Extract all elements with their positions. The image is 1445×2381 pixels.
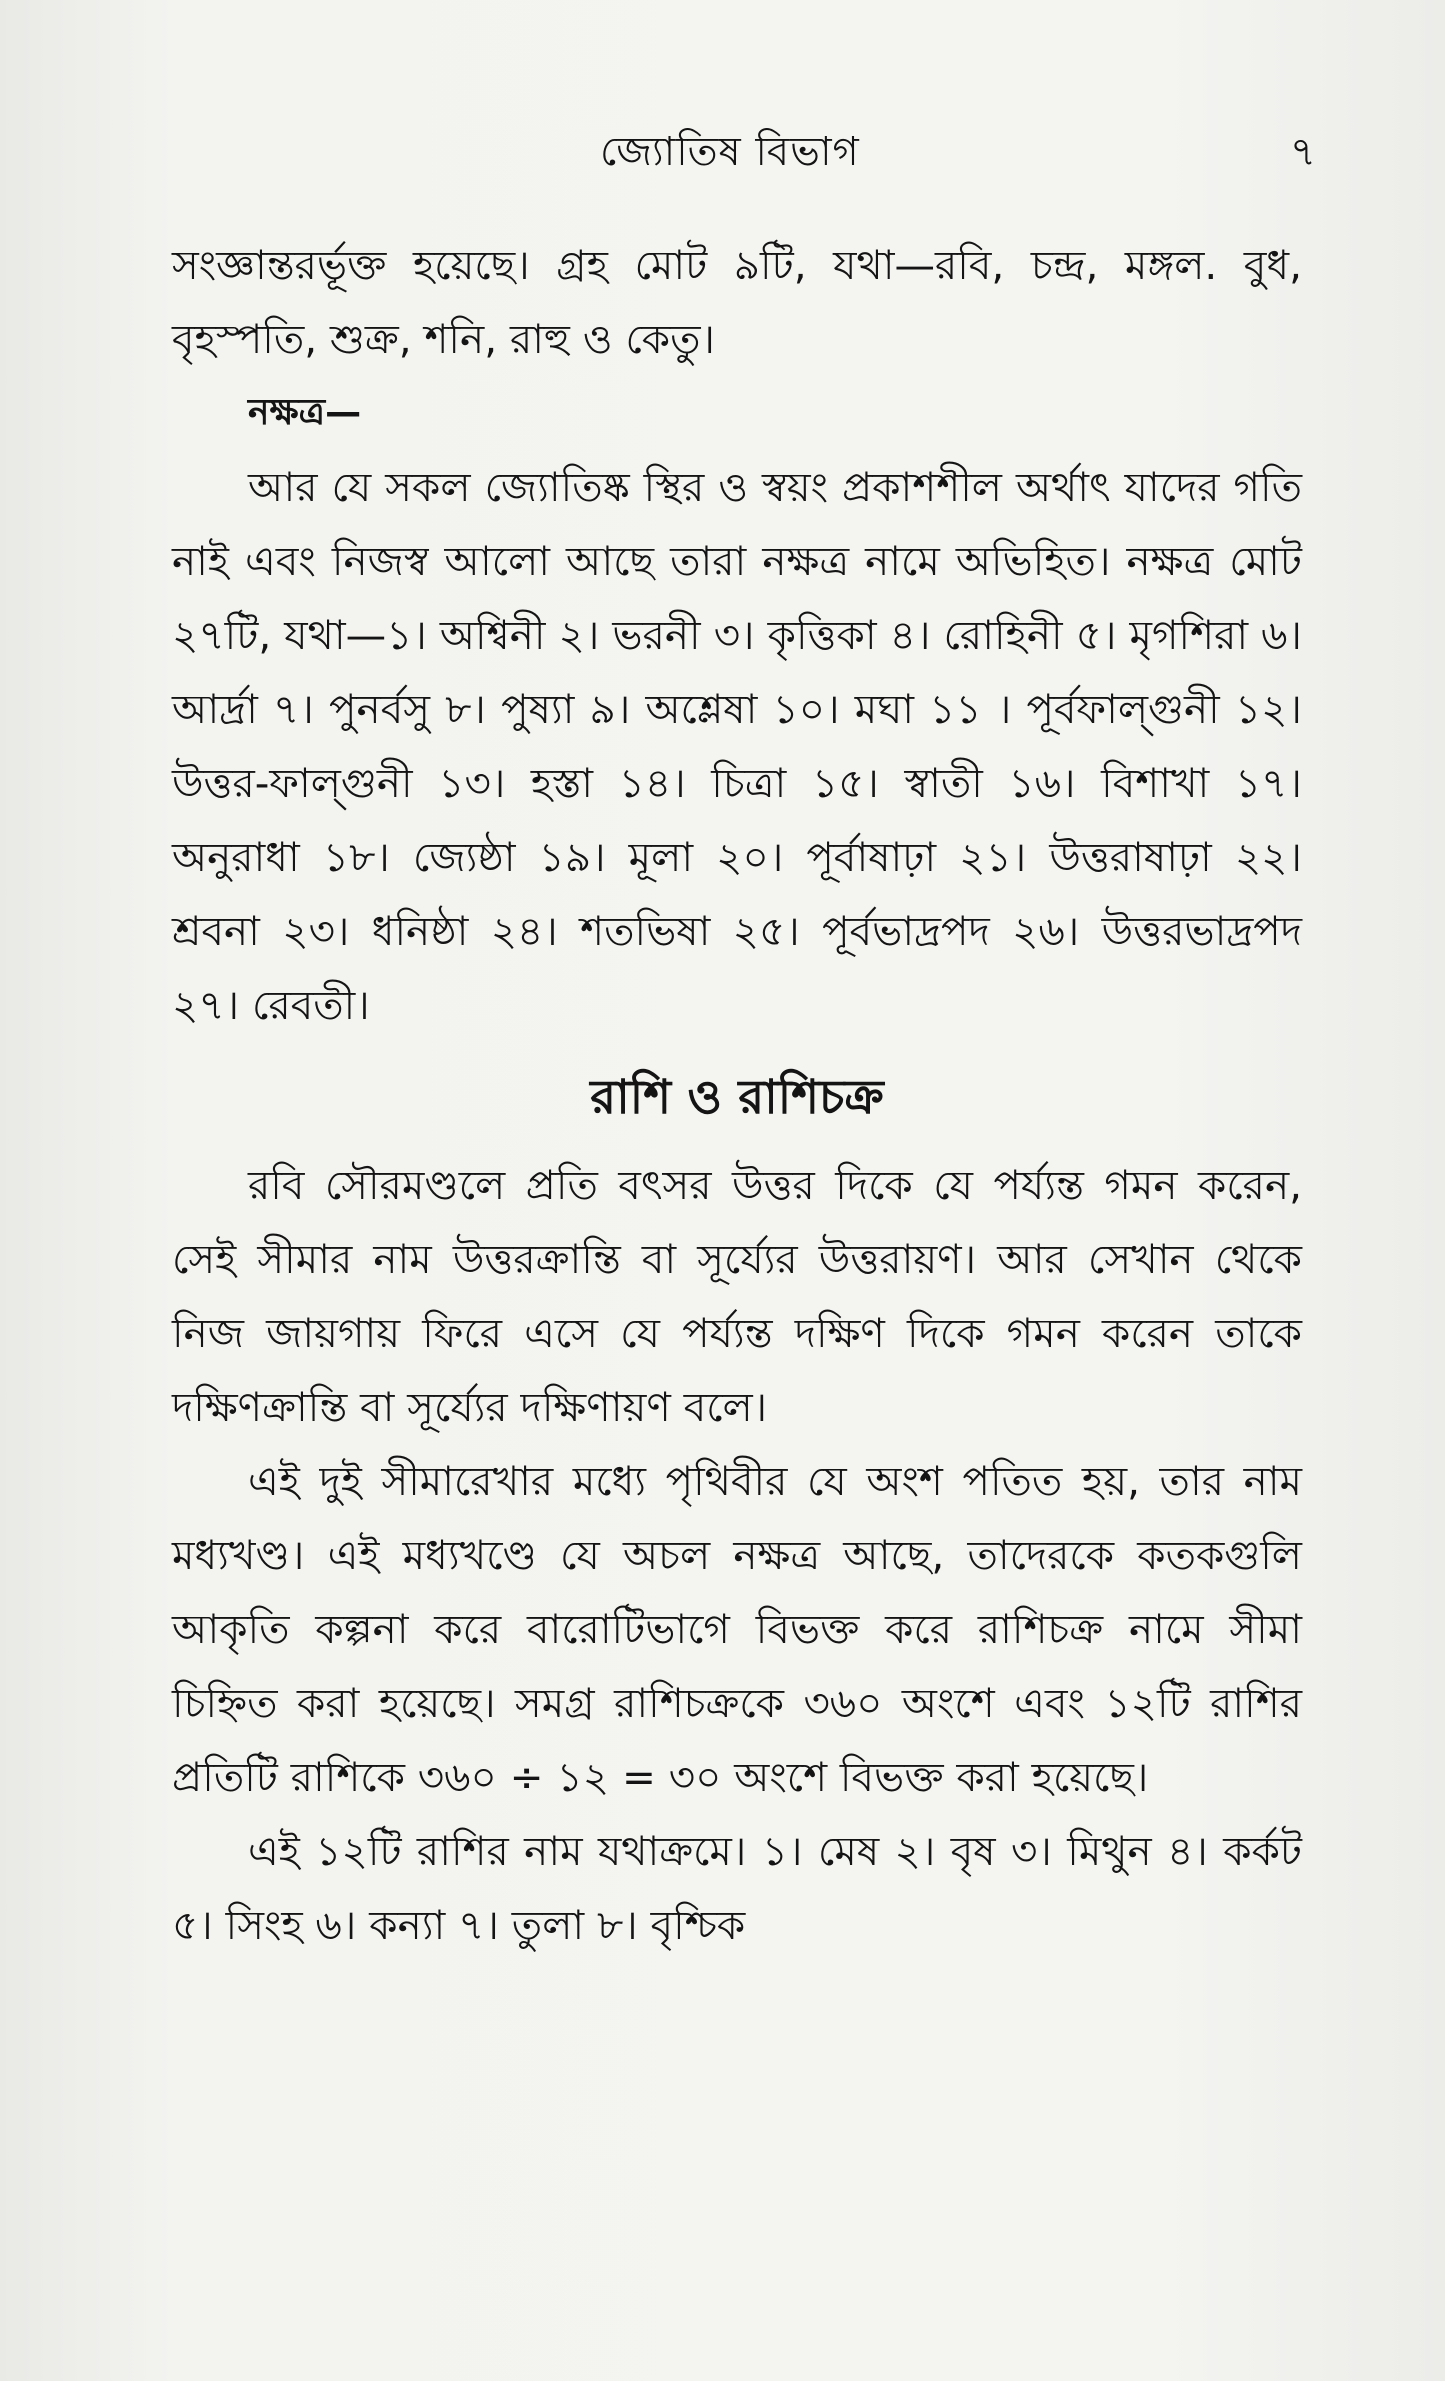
nakshatra-heading: নক্ষত্র—	[248, 392, 362, 433]
page-number: ৭	[1289, 129, 1316, 175]
paragraph-zodiac: এই দুই সীমারেখার মধ্যে পৃথিবীর যে অংশ পতিত হয়, তার নাম মধ্যখণ্ড। এই মধ্যখণ্ডে যে অচল নক্ষত্র আছে, তাদেরকে কতকগুলি আকৃতি কল্পনা করে বারোটিভাগে বিভক্ত করে রাশিচক্র নামে সীমা চিহ্নিত করা হয়েছে। সমগ্র রাশিচক্রকে ৩৬০ অংশে এবং ১২টি রাশির প্রতিটি রাশিকে ৩৬০ ÷ ১২ = ৩০ অংশে বিভক্ত করা হয়েছে।	[172, 1457, 1302, 1801]
section-title: রাশি ও রাশিচক্র	[590, 1070, 884, 1125]
paragraph-rashi-names: এই ১২টি রাশির নাম যথাক্রমে। ১। মেষ ২। বৃষ ৩। মিথুন ৪। কর্কট ৫। সিংহ ৬। কন্যা ৭। তুলা ৮। বৃশ্চিক	[172, 1827, 1302, 1949]
paragraph-planets: সংজ্ঞান্তরর্ভূক্ত হয়েছে। গ্রহ মোট ৯টি, যথা—রবি, চন্দ্র, মঙ্গল. বুধ, বৃহস্পতি, শুক্র, শনি, রাহু ও কেতু।	[172, 241, 1302, 363]
page-header	[170, 120, 1316, 180]
page-body	[172, 228, 1302, 1962]
running-head: জ্যোতিষ বিভাগ	[600, 129, 860, 175]
paragraph-solstice: রবি সৌরমণ্ডলে প্রতি বৎসর উত্তর দিকে যে পর্য্যন্ত গমন করেন, সেই সীমার নাম উত্তরক্রান্তি বা সূর্য্যের উত্তরায়ণ। আর সেখান থেকে নিজ জায়গায় ফিরে এসে যে পর্য্যন্ত দক্ষিণ দিকে গমন করেন তাকে দক্ষিণক্রান্তি বা সূর্য্যের দক্ষিণায়ণ বলে।	[172, 1161, 1302, 1431]
paragraph-nakshatras: আর যে সকল জ্যোতিষ্ক স্থির ও স্বয়ং প্রকাশশীল অর্থাৎ যাদের গতি নাই এবং নিজস্ব আলো আছে তারা নক্ষত্র নামে অভিহিত। নক্ষত্র মোট ২৭টি, যথা—১। অশ্বিনী ২। ভরনী ৩। কৃত্তিকা ৪। রোহিনী ৫। মৃগশিরা ৬। আর্দ্রা ৭। পুনর্বসু ৮। পুষ্যা ৯। অশ্লেষা ১০। মঘা ১১ । পূর্বফাল্গুনী ১২। উত্তর-ফাল্গুনী ১৩। হস্তা ১৪। চিত্রা ১৫। স্বাতী ১৬। বিশাখা ১৭। অনুরাধা ১৮। জ্যেষ্ঠা ১৯। মূলা ২০। পূর্বাষাঢ়া ২১। উত্তরাষাঢ়া ২২। শ্রবনা ২৩। ধনিষ্ঠা ২৪। শতভিষা ২৫। পূর্বভাদ্রপদ ২৬। উত্তরভাদ্রপদ ২৭। রেবতী।	[172, 463, 1302, 1029]
